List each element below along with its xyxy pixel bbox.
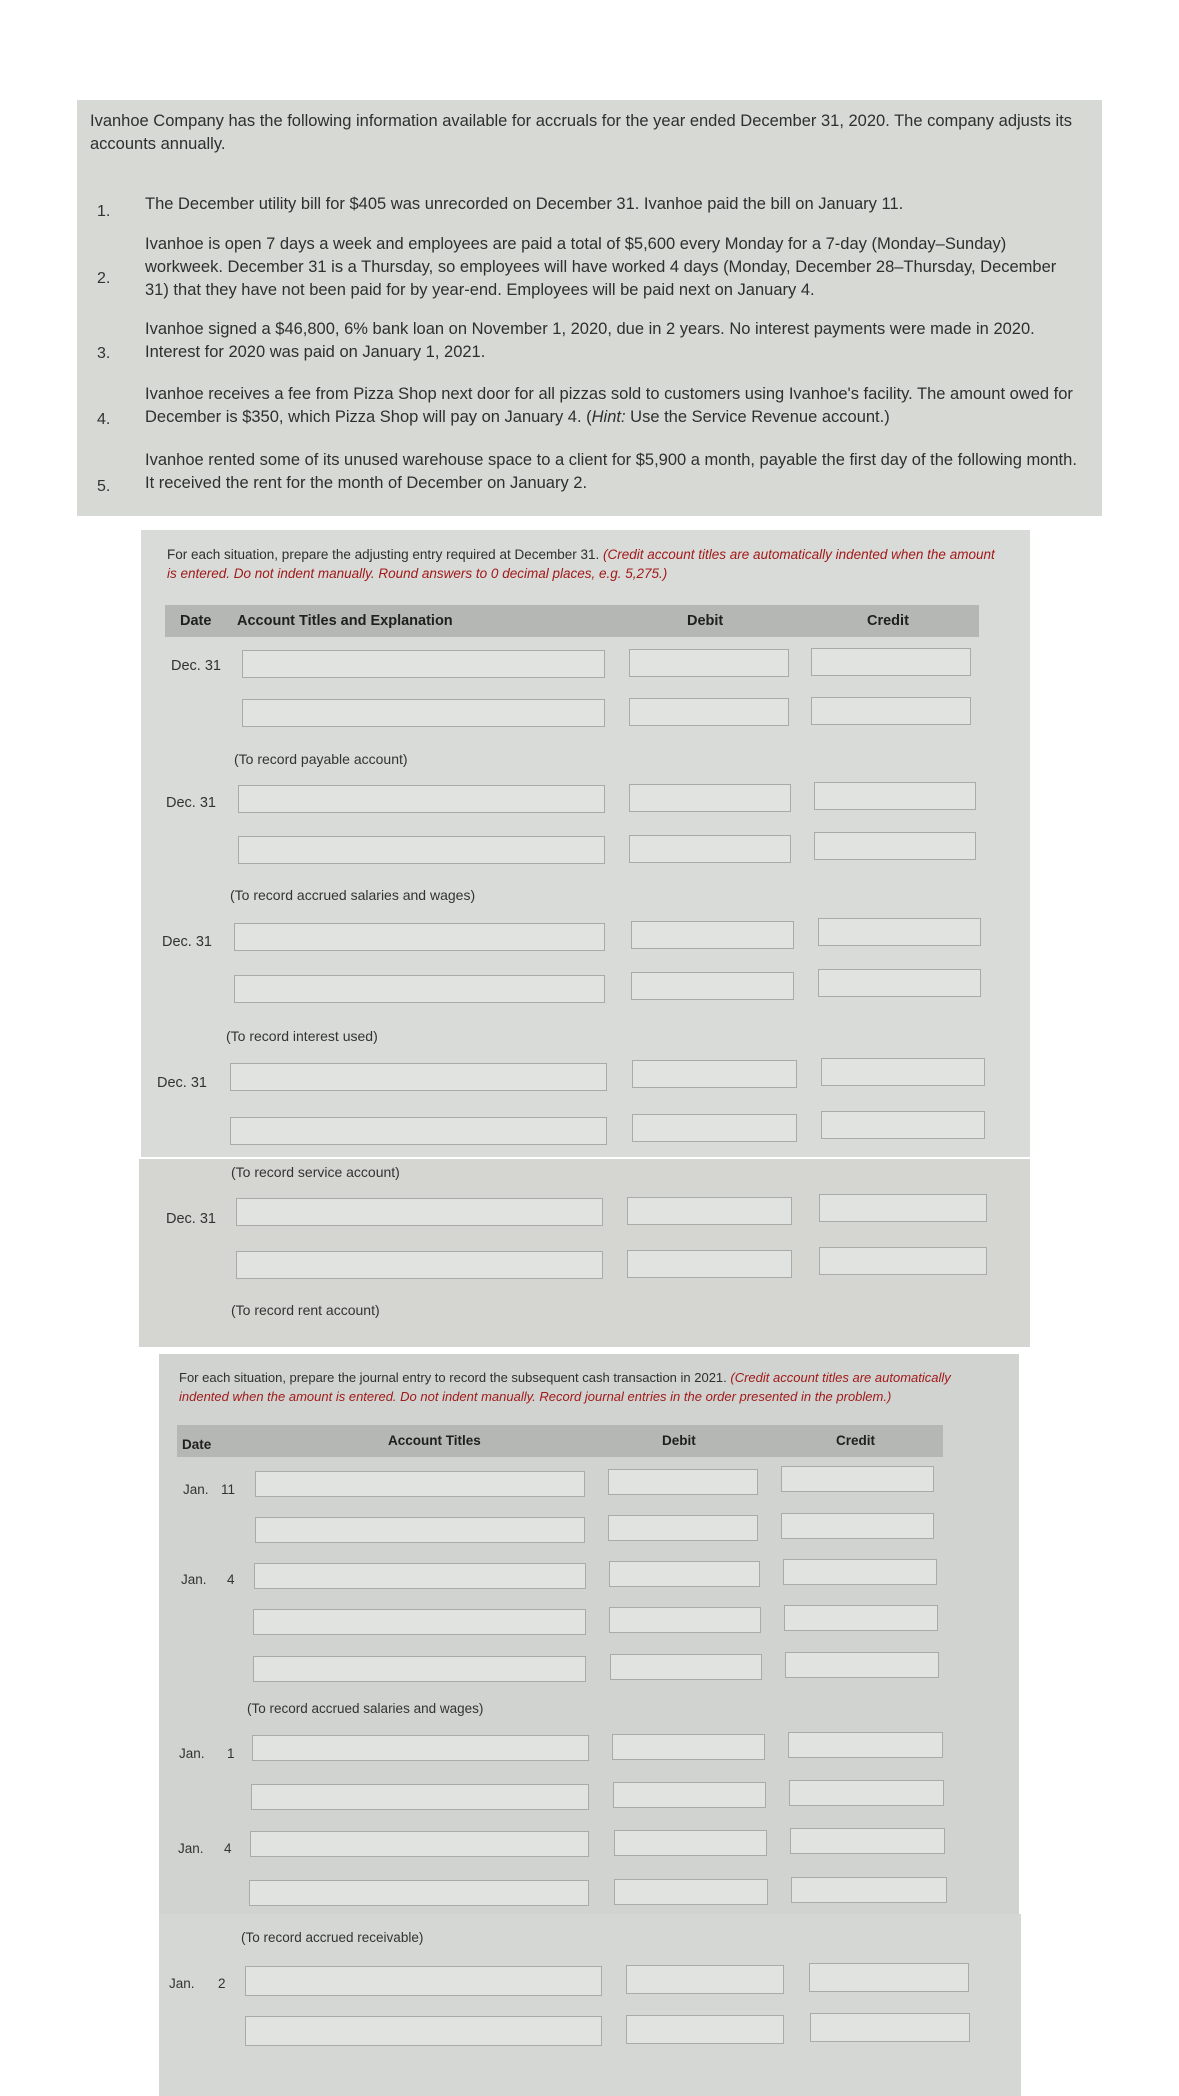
account-title-input[interactable] <box>245 1966 602 1996</box>
journal-header <box>165 605 979 637</box>
account-title-input[interactable] <box>234 923 605 951</box>
date-column-header: Date <box>182 1437 212 1452</box>
entry-day: 2 <box>218 1976 226 1991</box>
account-title-input[interactable] <box>234 975 605 1003</box>
credit-input[interactable] <box>821 1111 985 1139</box>
entry-date: Dec. 31 <box>166 1211 216 1227</box>
account-title-input[interactable] <box>230 1117 607 1145</box>
entry-date: Dec. 31 <box>162 934 212 950</box>
entry-explanation: (To record rent account) <box>231 1302 380 1318</box>
account-title-input[interactable] <box>255 1471 585 1497</box>
account-title-input[interactable] <box>236 1251 603 1279</box>
adjusting-entries-panel <box>141 530 1030 1157</box>
credit-column-header: Credit <box>836 1433 876 1448</box>
account-title-input[interactable] <box>230 1063 607 1091</box>
credit-input[interactable] <box>790 1828 945 1854</box>
account-title-input[interactable] <box>238 785 605 813</box>
entry-explanation: (To record accrued salaries and wages) <box>247 1701 484 1716</box>
item-text: Ivanhoe is open 7 days a week and employees are paid a total of $5,600 every Monday for a 7-day (Monday–Sunday) workweek. December 31 is a Thursday, so employees will have worked 4 days (Monday, December 28–Thursday, December 31) that they have not been paid for by year-end. Employees will be paid next on January 4. <box>145 235 1057 299</box>
debit-input[interactable] <box>609 1607 761 1633</box>
account-title-input[interactable] <box>236 1198 603 1226</box>
debit-input[interactable] <box>631 921 794 949</box>
credit-input[interactable] <box>785 1652 939 1678</box>
credit-input[interactable] <box>789 1780 944 1806</box>
credit-input[interactable] <box>784 1605 938 1631</box>
account-title-input[interactable] <box>254 1563 586 1589</box>
account-title-input[interactable] <box>255 1517 585 1543</box>
account-title-input[interactable] <box>252 1735 589 1761</box>
entry-date: Dec. 31 <box>166 795 216 811</box>
adjusting-entries-panel-continued <box>139 1159 1030 1347</box>
entry-explanation: (To record accrued receivable) <box>241 1930 424 1945</box>
item-number: 3. <box>97 345 111 362</box>
credit-input[interactable] <box>809 1963 969 1992</box>
credit-input[interactable] <box>791 1877 947 1903</box>
date-column-header: Date <box>180 613 212 629</box>
entry-month: Jan. <box>178 1841 204 1856</box>
account-title-input[interactable] <box>249 1880 589 1906</box>
credit-input[interactable] <box>788 1732 943 1758</box>
credit-input[interactable] <box>814 782 976 810</box>
journal-header <box>177 1425 943 1457</box>
debit-input[interactable] <box>612 1734 765 1760</box>
debit-input[interactable] <box>629 835 791 863</box>
entry-explanation: (To record payable account) <box>234 751 408 767</box>
account-title-input[interactable] <box>245 2016 602 2046</box>
entry-date: Dec. 31 <box>157 1075 207 1091</box>
credit-input[interactable] <box>821 1058 985 1086</box>
account-title-input[interactable] <box>242 650 605 678</box>
item-number: 4. <box>97 411 111 428</box>
entry-day: 1 <box>227 1746 235 1761</box>
debit-input[interactable] <box>631 972 794 1000</box>
entry-day: 4 <box>224 1841 232 1856</box>
problem-intro: Ivanhoe Company has the following information available for accruals for the year ended December 31, 2020. The company adjusts its accounts annually. <box>90 112 1072 153</box>
entry-explanation: (To record service account) <box>231 1164 400 1180</box>
subsequent-entries-panel <box>159 1354 1019 1914</box>
debit-input[interactable] <box>629 698 789 726</box>
debit-input[interactable] <box>609 1561 760 1587</box>
debit-input[interactable] <box>632 1114 797 1142</box>
credit-input[interactable] <box>819 1194 987 1222</box>
credit-column-header: Credit <box>867 613 909 629</box>
debit-input[interactable] <box>629 649 789 677</box>
item-text: Ivanhoe receives a fee from Pizza Shop next door for all pizzas sold to customers using Ivanhoe's facility. The amount owed for December is $350, which Pizza Shop will pay on January 4. (Hint: Use the Service Revenue account.) <box>145 385 1073 426</box>
entry-month: Jan. <box>181 1572 207 1587</box>
credit-input[interactable] <box>811 648 971 676</box>
account-title-input[interactable] <box>253 1656 586 1682</box>
debit-input[interactable] <box>614 1830 767 1856</box>
entry-date: Dec. 31 <box>171 658 221 674</box>
subsequent-instructions: For each situation, prepare the journal entry to record the subsequent cash transaction in 2021. (Credit account titles are automatically indented when the amount is entered. Do not indent manually. Record journal entries in the order presented in the problem.) <box>179 1370 951 1404</box>
credit-input[interactable] <box>781 1466 934 1492</box>
entry-month: Jan. <box>179 1746 205 1761</box>
debit-input[interactable] <box>608 1469 758 1495</box>
account-title-input[interactable] <box>242 699 605 727</box>
account-title-input[interactable] <box>238 836 605 864</box>
debit-column-header: Debit <box>687 613 724 629</box>
entry-day: 4 <box>227 1572 235 1587</box>
debit-input[interactable] <box>626 2015 784 2044</box>
account-column-header: Account Titles and Explanation <box>237 613 453 629</box>
entry-month: Jan. <box>183 1482 209 1497</box>
debit-input[interactable] <box>626 1965 784 1994</box>
problem-panel <box>77 100 1102 516</box>
entry-explanation: (To record accrued salaries and wages) <box>230 887 476 903</box>
subsequent-entries-panel-continued <box>159 1914 1021 2096</box>
debit-input[interactable] <box>632 1060 797 1088</box>
adjusting-instructions: For each situation, prepare the adjusting entry required at December 31. (Credit account titles are automatically indented when the amount is entered. Do not indent manually. Round answers to 0 decimal places, e.g. 5,275.) <box>167 547 995 581</box>
debit-column-header: Debit <box>662 1433 696 1448</box>
account-title-input[interactable] <box>251 1784 589 1810</box>
account-column-header: Account Titles <box>388 1433 481 1448</box>
credit-input[interactable] <box>811 697 971 725</box>
debit-input[interactable] <box>613 1782 766 1808</box>
account-title-input[interactable] <box>253 1609 586 1635</box>
account-title-input[interactable] <box>250 1831 589 1857</box>
entry-month: Jan. <box>169 1976 195 1991</box>
item-text: Ivanhoe signed a $46,800, 6% bank loan on November 1, 2020, due in 2 years. No interest payments were made in 2020. Interest for 2020 was paid on January 1, 2021. <box>145 320 1035 361</box>
debit-input[interactable] <box>627 1250 792 1278</box>
entry-day: 11 <box>221 1482 236 1497</box>
debit-input[interactable] <box>608 1515 758 1541</box>
item-number: 1. <box>97 203 111 220</box>
debit-input[interactable] <box>614 1879 768 1905</box>
item-number: 5. <box>97 478 111 495</box>
credit-input[interactable] <box>781 1513 934 1539</box>
credit-input[interactable] <box>818 969 981 997</box>
debit-input[interactable] <box>610 1654 762 1680</box>
entry-explanation: (To record interest used) <box>226 1028 378 1044</box>
credit-input[interactable] <box>814 832 976 860</box>
credit-input[interactable] <box>783 1559 937 1585</box>
debit-input[interactable] <box>627 1197 792 1225</box>
credit-input[interactable] <box>818 918 981 946</box>
debit-input[interactable] <box>629 784 791 812</box>
item-text: The December utility bill for $405 was unrecorded on December 31. Ivanhoe paid the bill on January 11. <box>145 195 904 213</box>
item-text: Ivanhoe rented some of its unused warehouse space to a client for $5,900 a month, payable the first day of the following month. It received the rent for the month of December on January 2. <box>145 451 1077 492</box>
credit-input[interactable] <box>819 1247 987 1275</box>
item-number: 2. <box>97 270 111 287</box>
credit-input[interactable] <box>810 2013 970 2042</box>
